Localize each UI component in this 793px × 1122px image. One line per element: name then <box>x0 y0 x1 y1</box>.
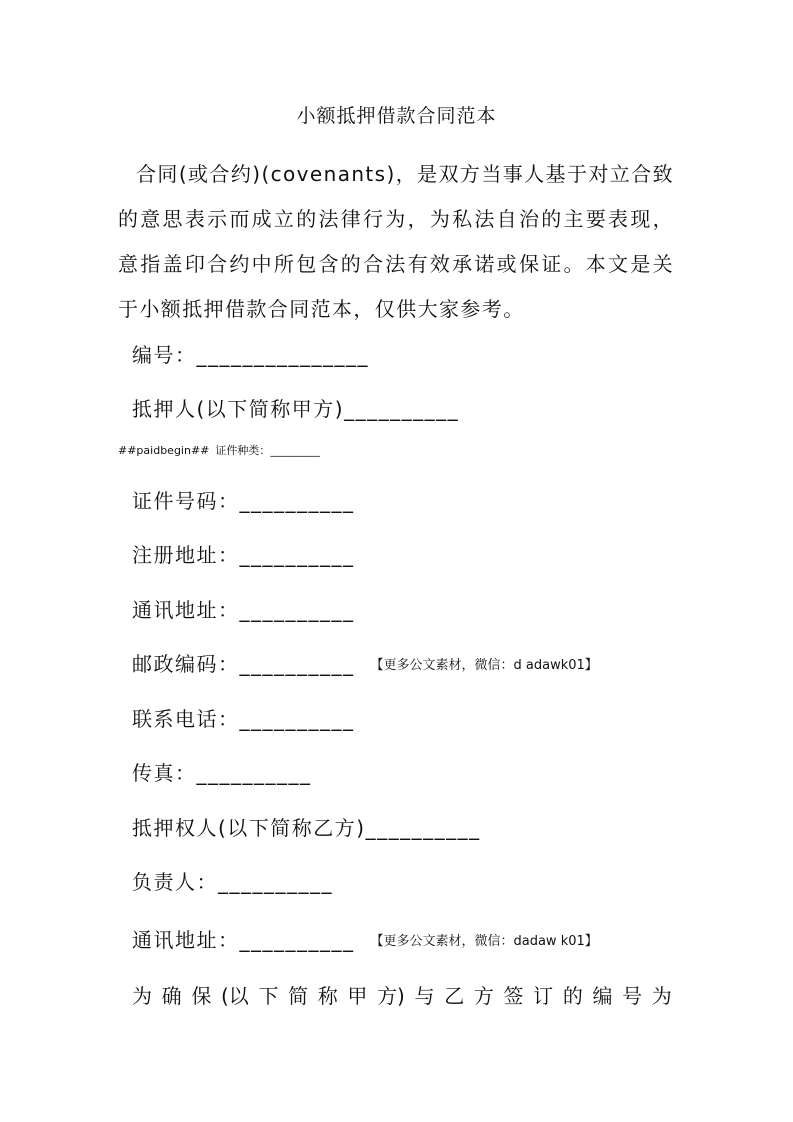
field-number: 编号：_______________ <box>132 343 369 367</box>
last-line-char: 保 <box>191 984 212 1008</box>
document-title: 小额抵押借款合同范本 <box>296 105 497 127</box>
field-postcode: 邮政编码：__________ <box>132 652 355 676</box>
last-line-char: 乙 <box>444 984 465 1008</box>
last-line-char: 号 <box>622 984 643 1008</box>
field-mailing-address-b: 通讯地址：__________ <box>132 928 355 952</box>
field-mailing-address-a: 通讯地址：__________ <box>132 598 355 622</box>
intro-paragraph: 合同(或合约)(covenants)，是双方当事人基于对立合致的意思表示而成立的法律行为，为私法自治的主要表现，意指盖印合约中所包含的合法有效承诺或保证。本文是关于小额抵押借款合同范本，仅供大家参考。 <box>118 162 674 321</box>
last-line-char: 简 <box>288 984 309 1008</box>
paid-begin-marker: ##paidbegin## <box>118 444 210 457</box>
field-person-in-charge: 负责人：__________ <box>132 870 333 894</box>
field-phone: 联系电话：__________ <box>132 707 355 731</box>
last-line-char: 甲 <box>347 984 368 1008</box>
last-line-char: 与 <box>414 984 435 1008</box>
field-mortgagee: 抵押权人(以下简称乙方)__________ <box>132 816 481 840</box>
last-line-char: 下 <box>258 984 279 1008</box>
field-id-number: 证件号码：__________ <box>132 489 355 513</box>
last-line-char: 称 <box>317 984 338 1008</box>
field-mailing-address-b-row <box>132 925 598 957</box>
field-fax: 传真：__________ <box>132 761 312 785</box>
field-mortgagor: 抵押人(以下简称甲方)__________ <box>132 397 460 421</box>
last-line-char: 的 <box>562 984 583 1008</box>
promo-note-1: 【更多公文素材，微信：d adawk01】 <box>370 658 598 673</box>
last-line-char: 方) <box>377 984 405 1008</box>
last-line-char: (以 <box>220 984 249 1008</box>
field-registered-address: 注册地址：__________ <box>132 543 355 567</box>
last-line-char: 为 <box>651 984 672 1008</box>
field-postcode-row <box>132 649 598 681</box>
last-line-char: 订 <box>533 984 554 1008</box>
small-line <box>118 443 320 459</box>
last-line-char: 为 <box>132 984 152 1008</box>
field-id-type: 证件种类：_________ <box>215 444 320 457</box>
last-line-char: 方 <box>473 984 494 1008</box>
promo-note-2: 【更多公文素材，微信：dadaw k01】 <box>370 934 598 949</box>
last-line-char: 签 <box>503 984 524 1008</box>
last-line <box>132 981 672 1011</box>
last-line-char: 编 <box>592 984 613 1008</box>
last-line-char: 确 <box>161 984 182 1008</box>
